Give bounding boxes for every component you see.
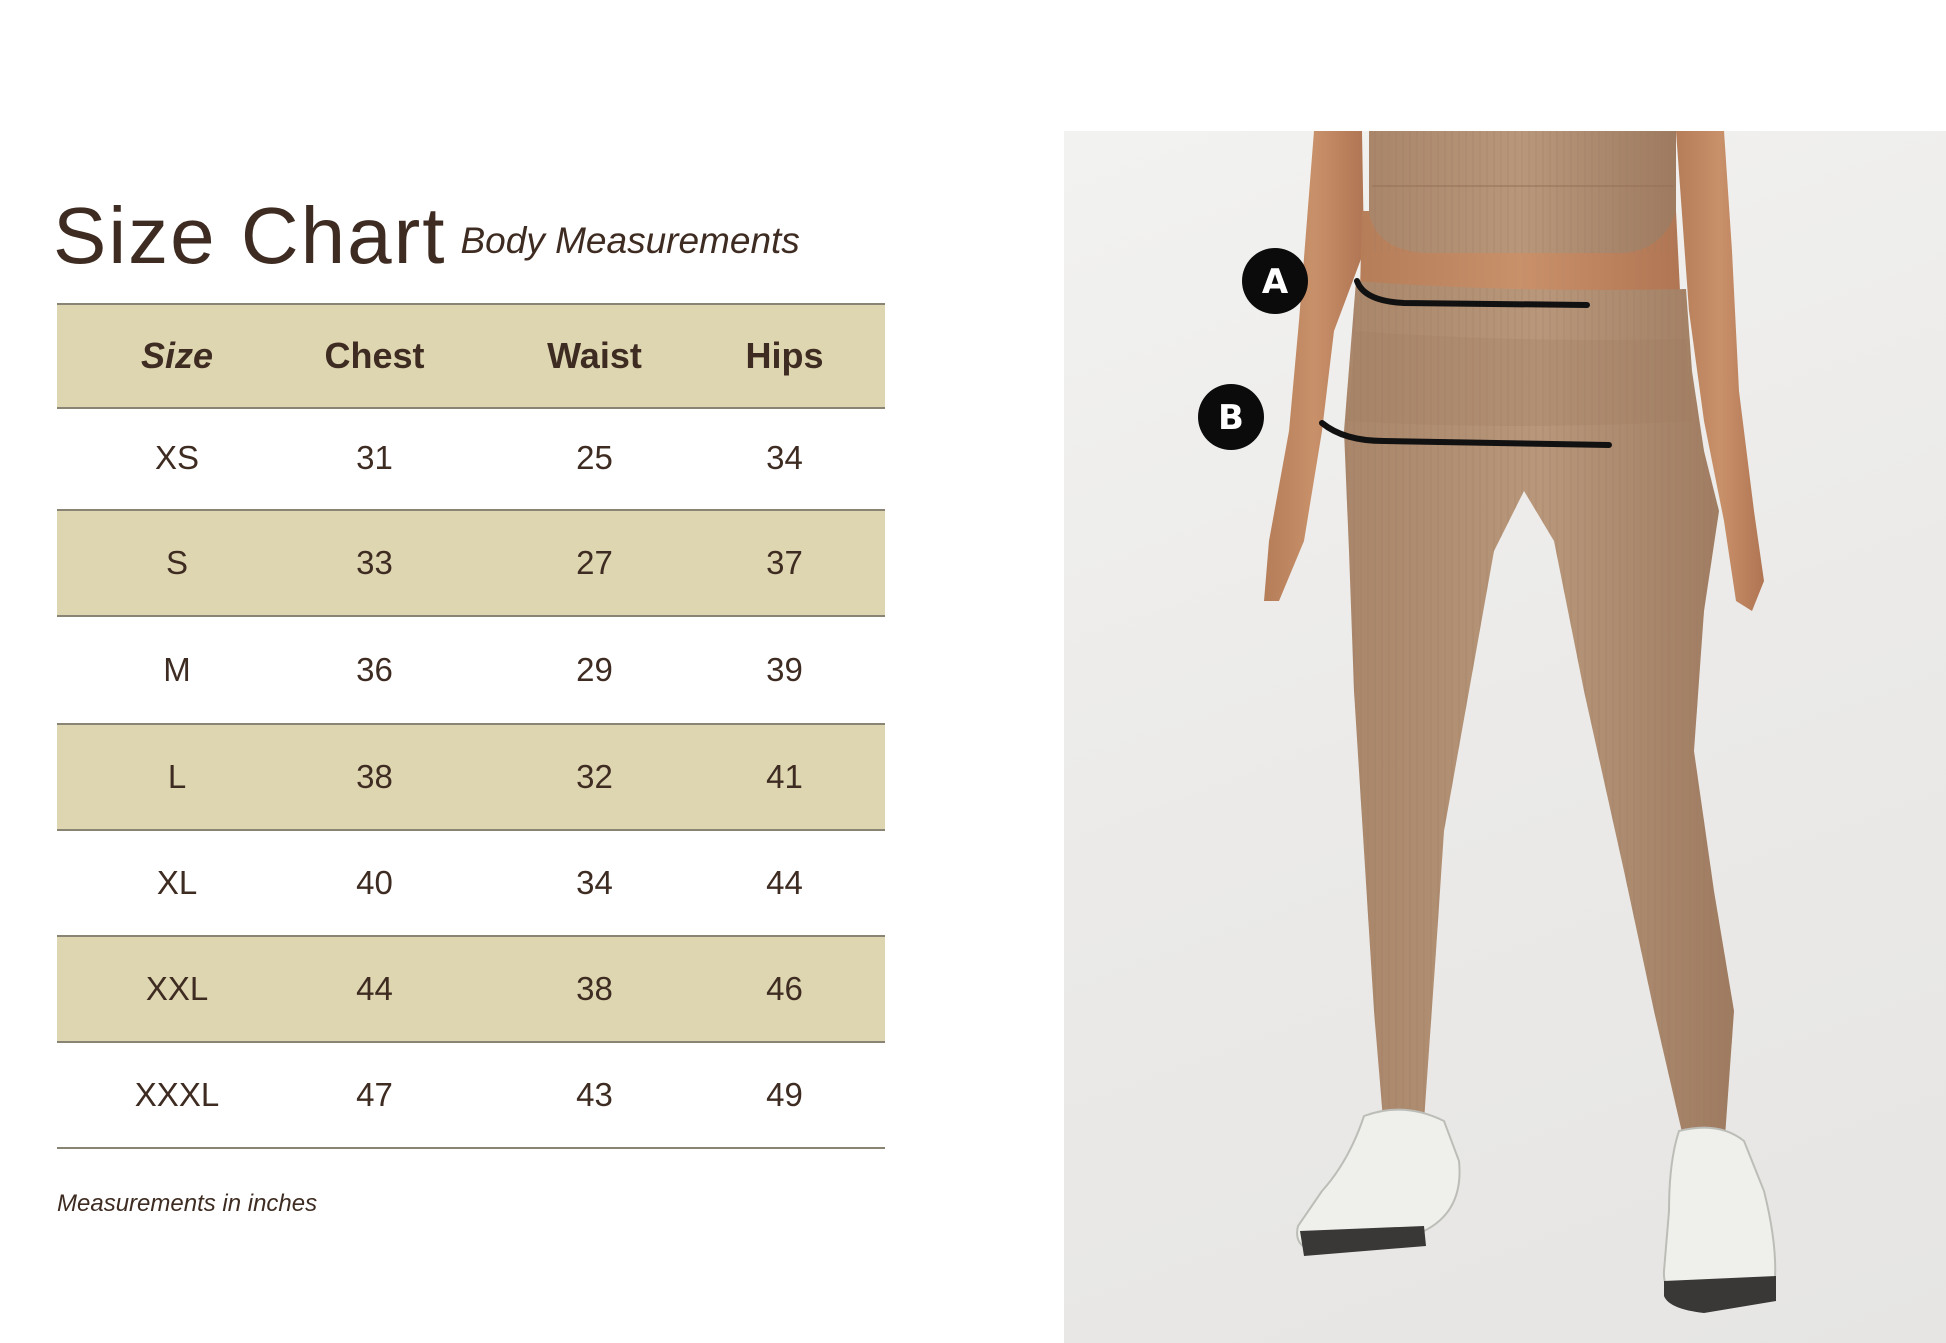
marker-a-label: A [1261,262,1289,302]
column-header-hips: Hips [745,335,824,376]
page-subtitle: Body Measurements [460,220,800,261]
hips-cell: 37 [766,544,803,581]
hips-cell: 41 [766,758,803,795]
size-cell: L [167,758,187,795]
table-row [57,937,885,1043]
hips-cell: 39 [766,651,803,688]
page-title: Size Chart [53,191,447,280]
size-cell: XXL [145,970,209,1007]
size-cell: M [163,651,191,688]
chest-cell: 44 [356,970,393,1007]
chest-cell: 33 [356,544,393,581]
column-header-waist: Waist [547,335,642,376]
model-illustration [1064,131,1946,1343]
waist-cell: 32 [576,758,613,795]
table-header-row [57,303,885,409]
table-row [57,1043,885,1149]
hips-cell: 46 [766,970,803,1007]
chest-cell: 40 [356,864,393,901]
table-row [57,407,885,511]
waist-cell: 43 [576,1076,613,1113]
size-cell: XXXL [134,1076,220,1113]
waist-cell: 25 [576,439,613,476]
table-row [57,617,885,725]
waist-cell: 27 [576,544,613,581]
marker-b-label: B [1218,398,1244,438]
size-cell: S [165,544,188,581]
waist-cell: 29 [576,651,613,688]
column-header-chest: Chest [324,335,425,376]
title-block [53,190,800,282]
chest-cell: 47 [356,1076,393,1113]
table-row [57,831,885,937]
measurement-unit-note: Measurements in inches [57,1190,318,1217]
table-row [57,511,885,617]
hips-cell: 49 [766,1076,803,1113]
column-header-size: Size [140,335,214,376]
chest-cell: 38 [356,758,393,795]
waist-cell: 38 [576,970,613,1007]
size-cell: XS [154,439,200,476]
chest-cell: 36 [356,651,393,688]
waist-cell: 34 [576,864,613,901]
model-photo [1064,131,1946,1343]
table-row [57,725,885,831]
chest-cell: 31 [356,439,393,476]
hips-cell: 34 [766,439,803,476]
hips-cell: 44 [766,864,803,901]
size-cell: XL [156,864,198,901]
